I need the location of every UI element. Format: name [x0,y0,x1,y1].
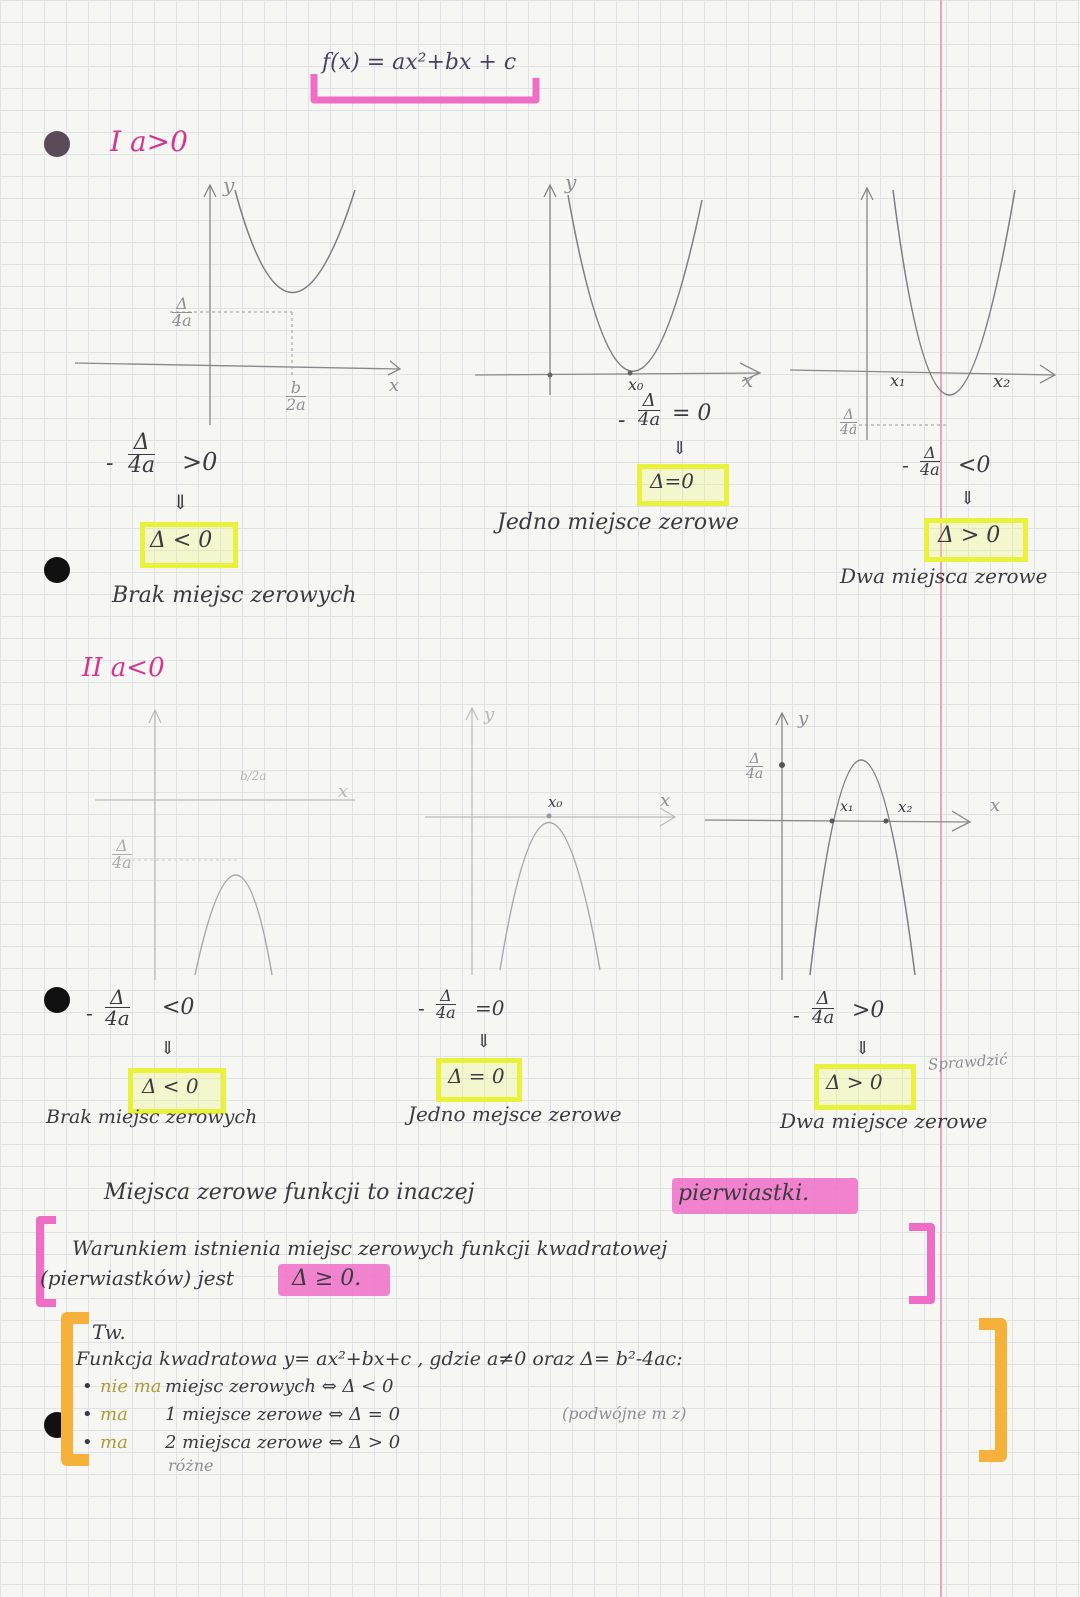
roots-definition: Miejsca zerowe funkcji to inaczej [104,1180,475,1205]
axis-x-label: x [990,795,1001,816]
root-label: x₀ [548,793,563,811]
graph-caption: Brak miejsc zerowych [46,1106,258,1128]
cond-minus: - [106,451,114,476]
theorem-label: Tw. [92,1320,126,1344]
theorem-item-lead: ma [100,1404,128,1425]
cond-fraction: $\frac{\Delta}{4a}$ [920,443,940,479]
theorem-item-text: miejsc zerowych ⇔ Δ < 0 [165,1376,394,1397]
axis-y-label: y [223,173,235,197]
implies-arrow: ⇓ [855,1038,871,1059]
condition-line-2: (pierwiastków) jest [40,1266,234,1290]
cond-minus: - [86,1001,93,1025]
formula: f(x) = ax²+bx + c [322,50,517,75]
implies-arrow: ⇓ [672,438,688,459]
graph-caption: Dwa miejsca zerowe [840,564,1048,588]
vertex-y-fraction: $\frac{\Delta}{4a}$ [172,294,192,330]
cond-relation: <0 [958,453,991,478]
binder-hole [44,557,70,583]
cond-fraction: $\frac{\Delta}{4a}$ [436,986,456,1022]
graph-caption: Dwa miejsce zerowe [780,1109,988,1133]
result-delta: Δ=0 [650,469,694,493]
bracket-right-orange [975,1316,1015,1466]
graph-a-pos-two-roots [785,180,1065,450]
implies-arrow: ⇓ [160,1038,176,1059]
cond-fraction: $\frac{\Delta}{4a}$ [812,988,835,1028]
cond-minus: - [418,996,425,1020]
axis-x-label: x [742,368,754,392]
graph-a-neg-no-roots [90,705,370,985]
cond-relation: <0 [162,995,195,1020]
root-1-label: x₁ [840,799,854,815]
axis-y-label: y [565,170,577,194]
root-1-label: x₁ [890,371,906,390]
graph-a-pos-no-roots [70,175,410,435]
implies-arrow: ⇓ [172,490,189,514]
theorem-item-lead: nie ma [100,1376,162,1397]
axis-x-label: x [660,790,671,811]
case1-heading: I a>0 [110,125,188,158]
cond-minus: - [902,453,909,477]
cond-relation: >0 [852,998,885,1023]
vertex-y-fraction: $\frac{\Delta}{4a}$ [840,407,858,438]
root-2-label: x₂ [898,798,913,816]
binder-hole [44,987,70,1013]
case2-heading: II a<0 [82,653,165,683]
roots-highlight: pierwiastki. [678,1181,810,1206]
theorem-bullet: • [82,1432,93,1453]
root-label: x₀ [628,375,644,394]
graph-caption: Jedno miejsce zerowe [497,510,739,535]
axis-x-label: x [389,375,400,396]
vertex-x-fraction: $\frac{b}{2a}$ [286,378,306,414]
binder-hole [44,131,70,157]
cond-relation: = 0 [672,401,712,426]
cond-relation: =0 [475,996,505,1020]
theorem-intro: Funkcja kwadratowa y= ax²+bx+c , gdzie a≠0 oraz Δ= b²-4ac: [76,1348,683,1370]
condition-line-1: Warunkiem istnienia miejsc zerowych funkcji kwadratowej [72,1236,668,1260]
condition-highlight: Δ ≥ 0. [292,1266,362,1291]
vertex-y-fraction: $\frac{\Delta}{4a}$ [746,751,764,782]
root-2-label: x₂ [993,371,1011,392]
theorem-item-note: (podwójne m z) [562,1404,687,1423]
theorem-bullet: • [82,1404,93,1425]
result-delta: Δ = 0 [448,1064,505,1088]
result-delta: Δ < 0 [150,528,213,553]
result-delta: Δ > 0 [938,523,1001,548]
cond-fraction: $\frac{\Delta}{4a}$ [638,390,661,430]
cond-minus: - [618,408,626,433]
cond-fraction: $\frac{\Delta}{4a}$ [128,430,156,478]
cond-fraction: $\frac{\Delta}{4a}$ [105,985,130,1030]
bracket-left-pink [32,1215,62,1310]
cond-minus: - [793,1003,800,1027]
implies-arrow: ⇓ [476,1031,492,1052]
theorem-item-sub: różne [168,1456,214,1475]
formula-underline [310,70,545,110]
cond-relation: >0 [182,448,218,476]
theorem-bullet: • [82,1376,93,1397]
axis-y-label: y [484,704,495,725]
graph-a-neg-one-root [420,700,690,980]
graph-caption: Jedno mejsce zerowe [408,1102,622,1126]
axis-x-label: x [338,781,349,802]
theorem-item-text: 1 miejsce zerowe ⇔ Δ = 0 [165,1404,401,1425]
implies-arrow: ⇓ [960,488,976,509]
theorem-item-text: 2 miejsca zerowe ⇔ Δ > 0 [165,1432,401,1453]
vertex-y-fraction: $\frac{\Delta}{4a}$ [112,836,132,872]
axis-y-label: y [798,708,809,729]
graph-a-pos-one-root [470,175,770,405]
graph-caption: Brak miejsc zerowych [112,583,357,608]
graph-a-neg-two-roots [700,705,1020,985]
result-delta: Δ > 0 [826,1070,883,1094]
vertex-x-label: b/2a [240,769,267,783]
side-note: Sprawdzić [927,1050,1009,1074]
bracket-right-pink [905,1222,941,1307]
result-delta: Δ < 0 [142,1074,199,1098]
theorem-item-lead: ma [100,1432,128,1453]
